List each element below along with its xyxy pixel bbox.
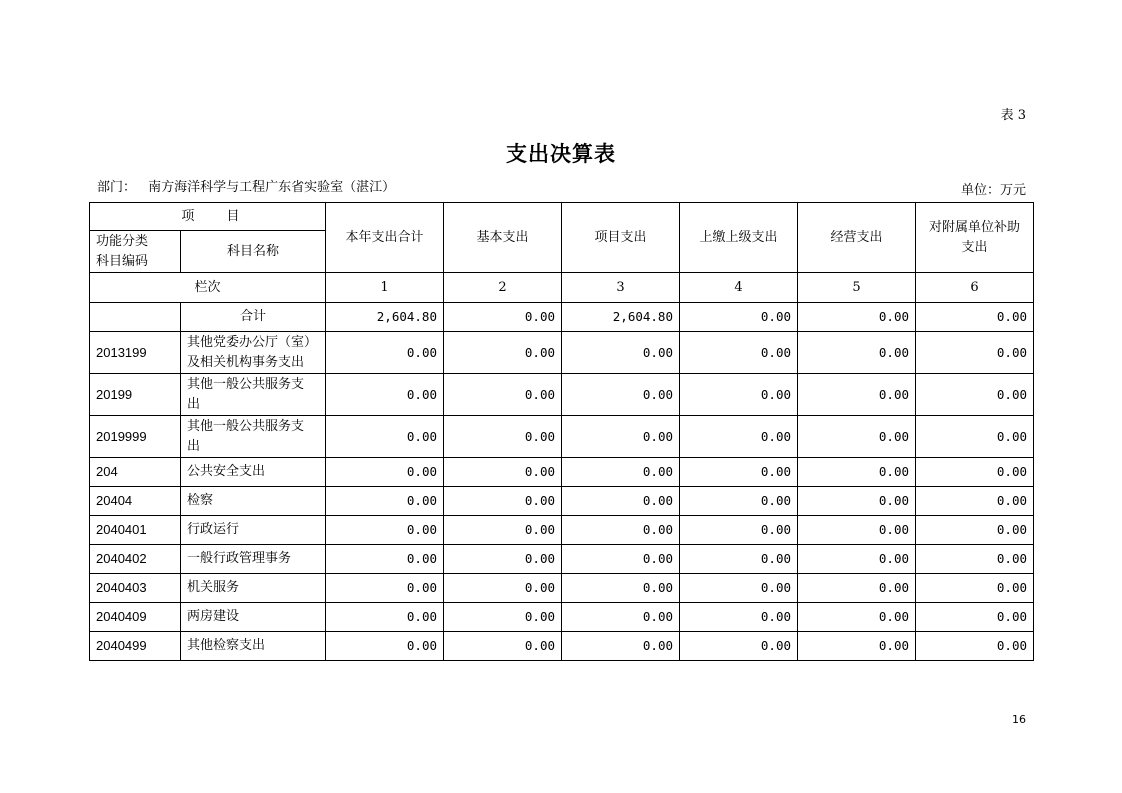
total-label: 合计 <box>181 303 326 332</box>
subject-name <box>181 516 326 545</box>
subject-code: 2040409 <box>90 603 181 632</box>
amount-cell: 0.00 <box>916 516 1034 545</box>
subject-name-line1: 机关服务 <box>187 580 240 595</box>
header-func-code <box>90 231 181 273</box>
header-func-code-line1: 功能分类 <box>96 233 149 249</box>
total-code-cell <box>90 303 181 332</box>
amount-cell: 0.00 <box>916 632 1034 661</box>
amount-cell: 0.00 <box>798 416 916 458</box>
amount-cell: 0.00 <box>562 574 680 603</box>
total-value: 2,604.80 <box>562 303 680 332</box>
subject-code: 2040401 <box>90 516 181 545</box>
header-project: 项 目 <box>90 203 326 231</box>
amount-cell: 0.00 <box>680 416 798 458</box>
amount-cell: 0.00 <box>562 603 680 632</box>
header-col-2: 基本支出 <box>444 203 562 273</box>
department-line <box>97 176 395 195</box>
col-number: 2 <box>444 273 562 303</box>
amount-cell: 0.00 <box>326 516 444 545</box>
amount-cell: 0.00 <box>680 632 798 661</box>
subject-name-line1: 两房建设 <box>187 609 240 624</box>
subject-name <box>181 487 326 516</box>
subject-name-line1: 其他一般公共服务支 <box>187 376 305 392</box>
amount-cell: 0.00 <box>680 458 798 487</box>
page-title: 支出决算表 <box>506 142 616 166</box>
subject-name <box>181 574 326 603</box>
col-number: 1 <box>326 273 444 303</box>
subject-name <box>181 603 326 632</box>
header-col-5: 经营支出 <box>798 203 916 273</box>
amount-cell: 0.00 <box>562 545 680 574</box>
expenditure-table <box>89 202 1034 661</box>
amount-cell: 0.00 <box>916 458 1034 487</box>
amount-cell: 0.00 <box>444 487 562 516</box>
header-col-1: 本年支出合计 <box>326 203 444 273</box>
total-row <box>90 303 1034 332</box>
amount-cell: 0.00 <box>680 574 798 603</box>
table-row <box>90 632 1034 661</box>
total-value: 0.00 <box>798 303 916 332</box>
table-row <box>90 332 1034 374</box>
amount-cell: 0.00 <box>562 632 680 661</box>
amount-cell: 0.00 <box>916 332 1034 374</box>
amount-cell: 0.00 <box>680 603 798 632</box>
subject-name <box>181 458 326 487</box>
row-index-label: 栏次 <box>90 273 326 303</box>
subject-name <box>181 632 326 661</box>
amount-cell: 0.00 <box>444 416 562 458</box>
amount-cell: 0.00 <box>798 603 916 632</box>
subject-code: 2040499 <box>90 632 181 661</box>
amount-cell: 0.00 <box>680 545 798 574</box>
amount-cell: 0.00 <box>444 545 562 574</box>
amount-cell: 0.00 <box>326 603 444 632</box>
subject-name-line1: 其他一般公共服务支 <box>187 418 305 434</box>
amount-cell: 0.00 <box>444 458 562 487</box>
subject-name-line2: 出 <box>187 438 201 454</box>
amount-cell: 0.00 <box>562 458 680 487</box>
subject-name-line2: 出 <box>187 396 201 412</box>
amount-cell: 0.00 <box>798 574 916 603</box>
amount-cell: 0.00 <box>916 574 1034 603</box>
table-number: 表 3 <box>1000 108 1026 123</box>
subject-name-line1: 其他检察支出 <box>187 638 266 653</box>
amount-cell: 0.00 <box>562 487 680 516</box>
subject-code: 20404 <box>90 487 181 516</box>
subject-code: 2040403 <box>90 574 181 603</box>
subject-name-line1: 检察 <box>187 493 214 508</box>
amount-cell: 0.00 <box>798 632 916 661</box>
subject-name-line2: 及相关机构事务支出 <box>187 354 305 370</box>
amount-cell: 0.00 <box>326 458 444 487</box>
table-row <box>90 487 1034 516</box>
amount-cell: 0.00 <box>798 516 916 545</box>
table-row <box>90 603 1034 632</box>
amount-cell: 0.00 <box>562 416 680 458</box>
amount-cell: 0.00 <box>326 574 444 603</box>
amount-cell: 0.00 <box>444 603 562 632</box>
amount-cell: 0.00 <box>326 545 444 574</box>
amount-cell: 0.00 <box>680 374 798 416</box>
amount-cell: 0.00 <box>444 374 562 416</box>
total-value: 2,604.80 <box>326 303 444 332</box>
header-func-code-line2: 科目编码 <box>96 253 149 269</box>
header-col-6-line2: 支出 <box>961 239 988 255</box>
subject-name-line1: 行政运行 <box>187 522 240 537</box>
subject-name <box>181 416 326 458</box>
total-value: 0.00 <box>444 303 562 332</box>
subject-code: 2013199 <box>90 332 181 374</box>
subject-code: 2040402 <box>90 545 181 574</box>
table-row <box>90 545 1034 574</box>
col-number: 5 <box>798 273 916 303</box>
amount-cell: 0.00 <box>680 487 798 516</box>
table-row <box>90 458 1034 487</box>
amount-cell: 0.00 <box>444 516 562 545</box>
page-number: 16 <box>1012 713 1026 726</box>
total-value: 0.00 <box>680 303 798 332</box>
subject-name-line1: 公共安全支出 <box>187 464 266 479</box>
col-number: 3 <box>562 273 680 303</box>
header-col-6-line1: 对附属单位补助 <box>928 219 1020 235</box>
amount-cell: 0.00 <box>326 332 444 374</box>
header-subject-name: 科目名称 <box>181 231 326 273</box>
amount-cell: 0.00 <box>798 332 916 374</box>
amount-cell: 0.00 <box>680 332 798 374</box>
amount-cell: 0.00 <box>916 603 1034 632</box>
amount-cell: 0.00 <box>326 487 444 516</box>
amount-cell: 0.00 <box>916 487 1034 516</box>
department-label: 部门： <box>97 180 137 195</box>
amount-cell: 0.00 <box>798 487 916 516</box>
subject-name-line1: 一般行政管理事务 <box>187 551 292 566</box>
subject-code: 2019999 <box>90 416 181 458</box>
table-row <box>90 574 1034 603</box>
subject-code: 204 <box>90 458 181 487</box>
subject-name-line1: 其他党委办公厅（室） <box>187 334 318 350</box>
amount-cell: 0.00 <box>916 545 1034 574</box>
amount-cell: 0.00 <box>326 416 444 458</box>
amount-cell: 0.00 <box>798 374 916 416</box>
header-col-3: 项目支出 <box>562 203 680 273</box>
amount-cell: 0.00 <box>444 632 562 661</box>
amount-cell: 0.00 <box>562 332 680 374</box>
table-row <box>90 416 1034 458</box>
subject-name <box>181 545 326 574</box>
col-number: 6 <box>916 273 1034 303</box>
total-value: 0.00 <box>916 303 1034 332</box>
amount-cell: 0.00 <box>916 416 1034 458</box>
amount-cell: 0.00 <box>798 458 916 487</box>
amount-cell: 0.00 <box>562 374 680 416</box>
header-col-4: 上缴上级支出 <box>680 203 798 273</box>
amount-cell: 0.00 <box>562 516 680 545</box>
table-row <box>90 516 1034 545</box>
amount-cell: 0.00 <box>444 332 562 374</box>
amount-cell: 0.00 <box>444 574 562 603</box>
amount-cell: 0.00 <box>326 632 444 661</box>
col-number: 4 <box>680 273 798 303</box>
amount-cell: 0.00 <box>916 374 1034 416</box>
amount-cell: 0.00 <box>680 516 798 545</box>
amount-cell: 0.00 <box>798 545 916 574</box>
amount-cell: 0.00 <box>326 374 444 416</box>
table-row <box>90 374 1034 416</box>
subject-name <box>181 332 326 374</box>
header-col-6 <box>916 203 1034 273</box>
unit-label: 单位：万元 <box>960 183 1026 198</box>
subject-name <box>181 374 326 416</box>
subject-code: 20199 <box>90 374 181 416</box>
department-name: 南方海洋科学与工程广东省实验室（湛江） <box>148 180 396 195</box>
